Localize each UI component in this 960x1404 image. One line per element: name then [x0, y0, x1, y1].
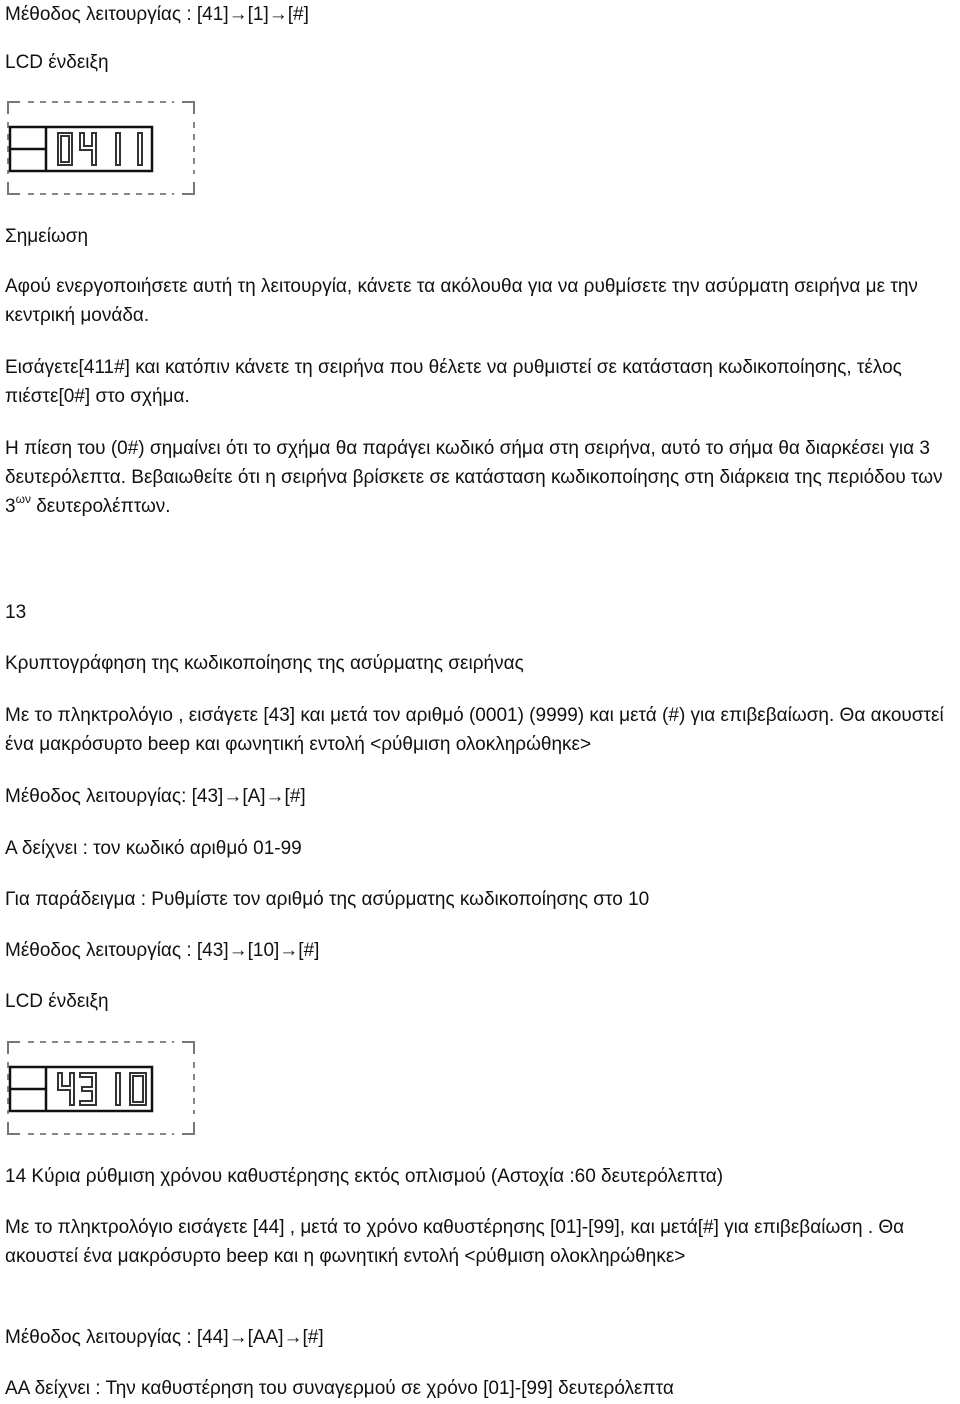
- lcd-display-0411: [6, 100, 196, 196]
- section-14-title: 14 Κύρια ρύθμιση χρόνου καθυστέρησης εκτός οπλισμού (Αστοχία :60 δευτερόλεπτα): [5, 1166, 724, 1187]
- section-14-instruction: Με το πληκτρολόγιο εισάγετε [44] , μετά το χρόνο καθυστέρησης [01]-[99], και μετά[#] για επιβεβαίωση . Θα ακουστεί ένα μακρόσυρτο beep και η φωνητική εντολή <ρύθμιση ολοκληρώθηκε>: [5, 1217, 905, 1267]
- section-13-lcd-label: LCD ένδειξη: [5, 991, 109, 1012]
- section-13-method-example: Μέθοδος λειτουργίας : [43]→[10]→[#]: [5, 940, 320, 961]
- section-14-method: Μέθοδος λειτουργίας : [44]→[AA]→[#]: [5, 1327, 324, 1348]
- method-text-41: Μέθοδος λειτουργίας : [41]→[1]→[#]: [5, 4, 309, 25]
- note-paragraph-3-text: Η πίεση του (0#) σημαίνει ότι το σχήμα θα παράγει κωδικό σήμα στη σειρήνα, αυτό το σήμα θα διαρκέσει για 3 δευτερόλεπτα. Βεβαιωθείτε ότι η σειρήνα βρίσκετε σε κατάσταση κωδικοποίησης στη διάρκεια της περιόδου των 3: [5, 438, 943, 517]
- lcd-label: LCD ένδειξη: [5, 52, 109, 73]
- section-13-a-description: A δείχνει : τον κωδικό αριθμό 01-99: [5, 838, 302, 859]
- note-paragraph-2: Εισάγετε[411#] και κατόπιν κάνετε τη σειρήνα που θέλετε να ρυθμιστεί σε κατάσταση κωδικοποίησης, τέλος πιέστε[0#] στο σχήμα.: [5, 357, 902, 407]
- section-13-title: Κρυπτογράφηση της κωδικοποίησης της ασύρματης σειρήνας: [5, 653, 524, 674]
- lcd-display-4310: [6, 1040, 196, 1136]
- note-title: Σημείωση: [5, 226, 89, 247]
- note-paragraph-3-end: δευτερολέπτων.: [30, 496, 171, 517]
- note-paragraph-1: Αφού ενεργοποιήσετε αυτή τη λειτουργία, κάνετε τα ακόλουθα για να ρυθμίσετε την ασύρματη σειρήνα με την κεντρική μονάδα.: [5, 276, 918, 326]
- section-13-example: Για παράδειγμα : Ρυθμίστε τον αριθμό της ασύρματης κωδικοποίησης στο 10: [5, 889, 650, 910]
- note-paragraph-3: [5, 434, 955, 521]
- section-number-13: 13: [5, 602, 27, 623]
- note-paragraph-3-superscript: ων: [15, 492, 31, 506]
- section-13-instruction: Με το πληκτρολόγιο , εισάγετε [43] και μετά τον αριθμό (0001) (9999) και μετά (#) για επιβεβαίωση. Θα ακουστεί ένα μακρόσυρτο beep και φωνητική εντολή <ρύθμιση ολοκληρώθηκε>: [5, 705, 944, 755]
- section-13-method: Μέθοδος λειτουργίας: [43]→[A]→[#]: [5, 786, 306, 807]
- section-14-aa-description: AA δείχνει : Την καθυστέρηση του συναγερμού σε χρόνο [01]-[99] δευτερόλεπτα: [5, 1378, 674, 1399]
